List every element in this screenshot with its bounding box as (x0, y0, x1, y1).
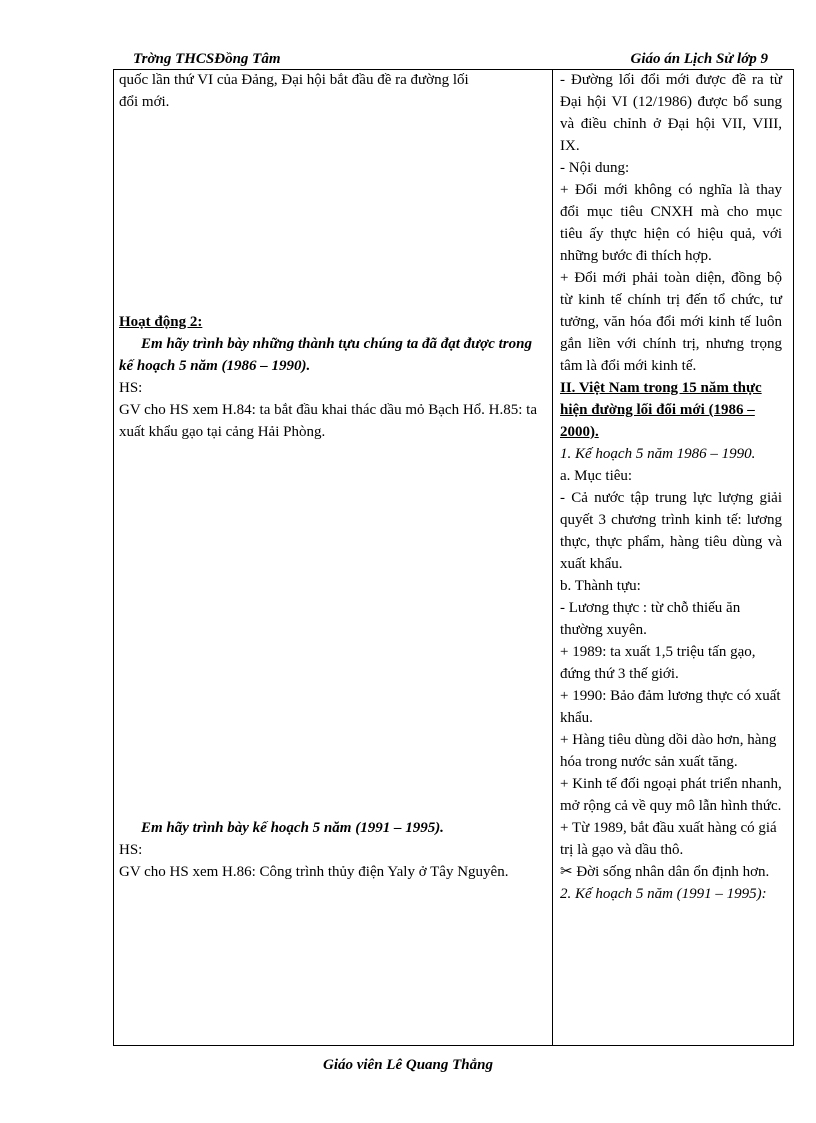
activity-2-question: Em hãy trình bày những thành tựu chúng ta đã đạt được trong kế hoạch 5 năm (1986 – 1990). (119, 336, 532, 374)
year-1989-point: + 1989: ta xuất 1,5 triệu tấn gạo, đứng thứ 3 thế giới. (560, 644, 756, 682)
living-standard-text: Đời sống nhân dân ổn định hơn. (576, 864, 770, 880)
consumer-goods-point: + Hàng tiêu dùng dồi dào hơn, hàng hóa trong nước sản xuất tăng. (560, 732, 777, 770)
footer-teacher: Giáo viên Lê Quang Thắng (322, 1057, 493, 1073)
food-point: - Lương thực : từ chỗ thiếu ăn thường xuyên. (560, 600, 741, 638)
spacer (119, 113, 541, 311)
goal-label: a. Mục tiêu: (560, 468, 633, 484)
renewal-origin: - Đường lối đổi mới được đề ra từ Đại hội VI (12/1986) được bổ sung và điều chỉnh ở Đại hội VII, VIII, IX. (560, 72, 782, 154)
gv-note-2: GV cho HS xem H.86: Công trình thủy điện Yaly ở Tây Nguyên. (119, 864, 509, 880)
spacer (119, 443, 541, 817)
foreign-economy-point: + Kinh tế đối ngoại phát triển nhanh, mở rộng cả về quy mô lẫn hình thức. (560, 776, 782, 814)
scissors-icon: ✂ (560, 864, 573, 880)
lesson-table (113, 69, 794, 1046)
teacher-activity-column (119, 69, 541, 883)
activity-3-question: Em hãy trình bày kế hoạch 5 năm (1991 – 1995). (141, 820, 444, 836)
intro-line-1: quốc lần thứ VI của Đảng, Đại hội bắt đầu đề ra đường lối (119, 72, 469, 88)
gv-note-1: GV cho HS xem H.84: ta bắt đầu khai thác dầu mỏ Bạch Hổ. H.85: ta xuất khẩu gạo tại cảng Hải Phòng. (119, 402, 537, 440)
section-ii-heading: II. Việt Nam trong 15 năm thực hiện đường lối đổi mới (1986 – 2000). (560, 380, 762, 440)
column-divider (552, 69, 553, 1045)
hs-label-1: HS: (119, 380, 143, 396)
intro-line-2: đổi mới. (119, 94, 170, 110)
export-point: + Từ 1989, bắt đầu xuất hàng có giá trị là gạo và dầu thô. (560, 820, 777, 858)
content-point-2: + Đổi mới phải toàn diện, đồng bộ từ kinh tế chính trị đến tổ chức, tư tưởng, văn hóa đổi mới kinh tế luôn gắn liền với chính trị, nhưng trọng tâm là đổi mới kinh tế. (560, 270, 782, 374)
header-subject: Giáo án Lịch Sử lớp 9 (630, 51, 768, 67)
header-school: Trờng THCSĐồng Tâm (133, 51, 281, 67)
plan-1991-heading: 2. Kế hoạch 5 năm (1991 – 1995): (560, 886, 767, 902)
achievement-label: b. Thành tựu: (560, 578, 641, 594)
content-point-1: + Đổi mới không có nghĩa là thay đổi mục tiêu CNXH mà cho mục tiêu ấy thực hiện có hiệu quả, với những bước đi thích hợp. (560, 182, 782, 264)
plan-1986-heading: 1. Kế hoạch 5 năm 1986 – 1990. (560, 446, 756, 462)
activity-2-title: Hoạt động 2: (119, 314, 203, 330)
hs-label-2: HS: (119, 842, 143, 858)
goal-text: - Cả nước tập trung lực lượng giải quyết 3 chương trình kinh tế: lương thực, thực phẩm, hàng tiêu dùng và xuất khẩu. (560, 490, 782, 572)
content-label: - Nội dung: (560, 160, 630, 176)
living-standard-point (560, 861, 782, 883)
year-1990-point: + 1990: Bảo đảm lương thực có xuất khẩu. (560, 688, 781, 726)
content-column (560, 69, 782, 905)
